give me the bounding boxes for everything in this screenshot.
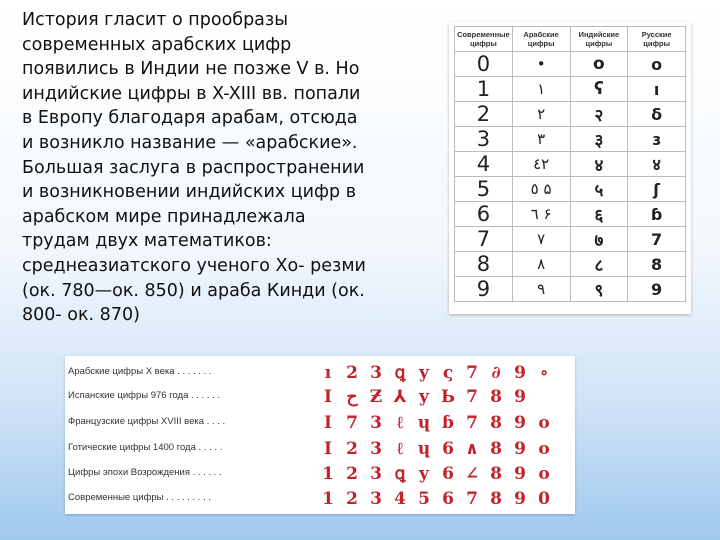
- digits-comparison-table: [449, 22, 691, 314]
- numeral-glyph: 0: [538, 489, 550, 509]
- numeral-glyph: 2: [346, 489, 358, 509]
- digit-cell: ʃ: [628, 177, 686, 202]
- table-row: [455, 77, 686, 102]
- numeral-glyph: 8: [490, 387, 502, 407]
- numeral-glyph: 9: [514, 489, 526, 509]
- numeral-glyph: 8: [490, 489, 502, 509]
- digit-cell: ४: [570, 152, 628, 177]
- digit-cell: 5: [455, 177, 513, 202]
- digit-cell: 1: [455, 77, 513, 102]
- table-row: [455, 102, 686, 127]
- numeral-glyph: ℓ: [396, 439, 404, 459]
- numeral-glyph: ɓ: [442, 413, 454, 433]
- table-row: [455, 277, 686, 302]
- numeral-glyph: 2: [346, 439, 358, 459]
- numeral-glyph: 4: [394, 489, 406, 509]
- digit-cell: ४: [628, 152, 686, 177]
- table-row: [455, 202, 686, 227]
- header-russian: Русские цифры: [628, 27, 686, 52]
- numeral-glyph: ∂: [491, 363, 501, 383]
- list-item: [65, 438, 575, 460]
- numeral-glyph: o: [538, 464, 550, 484]
- numeral-glyph: ɥ: [417, 413, 431, 433]
- numeral-glyph: ح: [346, 387, 358, 407]
- digit-cell: 0: [455, 52, 513, 77]
- digit-cell: 7: [628, 227, 686, 252]
- table-header-row: [455, 27, 686, 52]
- list-item: [65, 386, 575, 408]
- main-text: История гласит о прообразы современных арабских цифр появились в Индии не позже V в. Но индийские цифры в X-XIII вв. попали в Европу благодаря арабам, отсюда и возникло название — «арабские». Большая заслуга в распространении и возникновении индийских цифр в арабском мире принадлежала трудам двух математиков: среднеазиатского ученого Хо- резми (ок. 780—ок. 850) и араба Кинди (ок. 800- ок. 870): [22, 10, 366, 326]
- numeral-glyph: I: [324, 439, 332, 459]
- table-row: [455, 52, 686, 77]
- header-modern: Современные цифры: [455, 27, 513, 52]
- numeral-glyph: ɥ: [417, 439, 431, 459]
- digit-cell: ٤٢: [512, 152, 570, 177]
- digit-cell: ٢: [512, 102, 570, 127]
- numeral-glyph: ꝗ: [394, 363, 406, 383]
- digit-cell: 4: [455, 152, 513, 177]
- digit-cell: 6: [455, 202, 513, 227]
- digit-cell: ʕ: [570, 77, 628, 102]
- numeral-glyph: ∧: [465, 439, 479, 459]
- table-row: [455, 177, 686, 202]
- numeral-glyph: 9: [514, 413, 526, 433]
- numeral-glyph: 8: [490, 464, 502, 484]
- row-label: Цифры эпохи Возрождения . . . . . .: [68, 467, 222, 478]
- digit-cell: ɓ: [628, 202, 686, 227]
- table-row: [455, 127, 686, 152]
- numeral-glyph: 6: [442, 489, 454, 509]
- numeral-glyph: y: [419, 464, 429, 484]
- digit-cell: ६: [570, 202, 628, 227]
- numeral-glyph: 3: [370, 413, 382, 433]
- row-label: Французские цифры XVIII века . . . .: [68, 416, 226, 427]
- list-item: [65, 488, 575, 510]
- numeral-glyph: ⅄: [393, 387, 407, 407]
- numeral-glyph: 7: [466, 387, 478, 407]
- numeral-glyph: 7: [466, 489, 478, 509]
- numeral-glyph: ∠: [464, 464, 480, 484]
- digit-cell: 9: [455, 277, 513, 302]
- numeral-glyph: 7: [466, 413, 478, 433]
- row-label: Готические цифры 1400 года . . . . .: [68, 442, 223, 453]
- numeral-glyph: 3: [370, 464, 382, 484]
- numeral-glyph: 5: [418, 489, 430, 509]
- numeral-glyph: 1: [322, 489, 334, 509]
- numeral-glyph: ς: [442, 363, 454, 383]
- numeral-evolution-table: [65, 356, 575, 514]
- digit-cell: ३: [570, 127, 628, 152]
- row-label: Современные цифры . . . . . . . . .: [68, 492, 212, 503]
- digit-cell: 8: [628, 252, 686, 277]
- digit-cell: ५: [570, 177, 628, 202]
- digit-cell: 8: [455, 252, 513, 277]
- digit-cell: ɜ: [628, 127, 686, 152]
- numeral-glyph: 2: [346, 363, 358, 383]
- numeral-glyph: 3: [370, 489, 382, 509]
- header-arabic: Арабские цифры: [512, 27, 570, 52]
- numeral-glyph: o: [538, 413, 550, 433]
- numeral-glyph: 9: [514, 439, 526, 459]
- numeral-glyph: Ь: [440, 387, 456, 407]
- numeral-glyph: ∘: [539, 363, 549, 383]
- digit-cell: ١: [512, 77, 570, 102]
- numeral-glyph: 1: [322, 464, 334, 484]
- numeral-glyph: 8: [490, 413, 502, 433]
- digit-cell: 9: [628, 277, 686, 302]
- numeral-glyph: 9: [514, 363, 526, 383]
- digit-cell: o: [570, 52, 628, 77]
- list-item: [65, 463, 575, 485]
- numeral-glyph: 7: [346, 413, 358, 433]
- digit-cell: २: [570, 102, 628, 127]
- list-item: [65, 362, 575, 384]
- numeral-glyph: I: [324, 413, 332, 433]
- row-label: Арабские цифры X века . . . . . . .: [68, 366, 212, 377]
- digit-cell: ٥ ۵: [512, 177, 570, 202]
- digit-cell: ٨: [512, 252, 570, 277]
- numeral-glyph: 3: [370, 363, 382, 383]
- table-row: [455, 152, 686, 177]
- digit-cell: ٧: [512, 227, 570, 252]
- numeral-glyph: ꝗ: [394, 464, 406, 484]
- numeral-glyph: ı: [324, 363, 332, 383]
- list-item: [65, 412, 575, 434]
- digit-cell: o: [628, 52, 686, 77]
- numeral-glyph: ℓ: [396, 413, 404, 433]
- numeral-glyph: 2: [346, 464, 358, 484]
- digit-cell: •: [512, 52, 570, 77]
- digit-cell: ٦ ۶: [512, 202, 570, 227]
- numeral-glyph: 8: [490, 439, 502, 459]
- digit-cell: ٩: [512, 277, 570, 302]
- numeral-glyph: y: [419, 363, 429, 383]
- digit-cell: ७: [570, 227, 628, 252]
- numeral-glyph: o: [538, 439, 550, 459]
- numeral-glyph: 9: [514, 464, 526, 484]
- digit-cell: ९: [570, 277, 628, 302]
- numeral-glyph: 7: [466, 363, 478, 383]
- digit-cell: ı: [628, 77, 686, 102]
- table-row: [455, 252, 686, 277]
- digit-cell: 3: [455, 127, 513, 152]
- digit-cell: 2: [455, 102, 513, 127]
- numeral-glyph: I: [324, 387, 332, 407]
- digit-cell: ८: [570, 252, 628, 277]
- numeral-glyph: 6: [442, 464, 454, 484]
- header-indian: Индийские цифры: [570, 27, 628, 52]
- numeral-glyph: 9: [514, 387, 526, 407]
- digit-cell: δ: [628, 102, 686, 127]
- numeral-glyph: 6: [442, 439, 454, 459]
- digit-cell: ٣: [512, 127, 570, 152]
- row-label: Испанские цифры 976 года . . . . . .: [68, 390, 221, 401]
- numeral-glyph: y: [419, 387, 429, 407]
- numeral-glyph: Ƶ: [369, 387, 383, 407]
- digit-cell: 7: [455, 227, 513, 252]
- table-row: [455, 227, 686, 252]
- numeral-glyph: 3: [370, 439, 382, 459]
